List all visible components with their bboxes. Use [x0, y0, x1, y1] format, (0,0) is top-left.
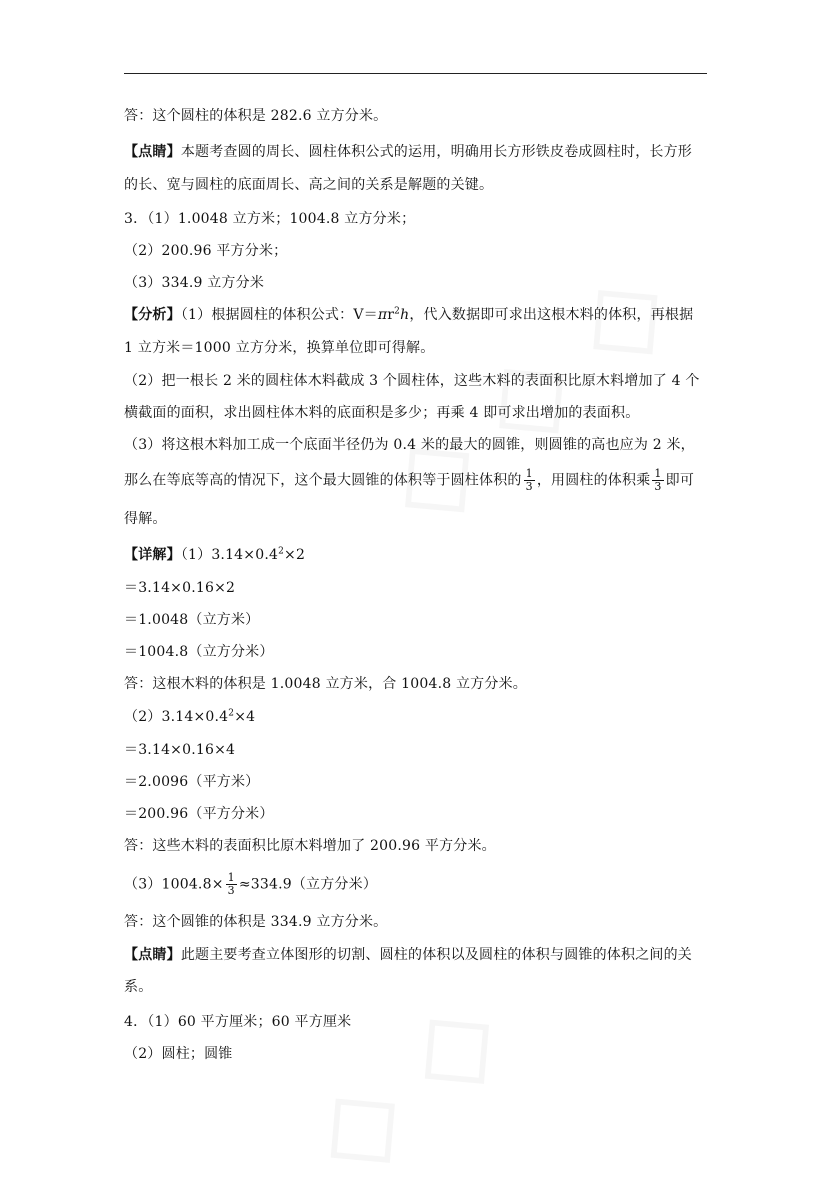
fraction-one-third: $\frac{1}{3}$ — [525, 467, 533, 493]
answer-3-part1: 3．（1）1.0048 立方米；1004.8 立方分米； — [124, 211, 416, 227]
calc-text-8a: （3）1004.8× — [124, 876, 224, 893]
pi-symbol: π — [377, 307, 388, 323]
analysis-line-3: （2）把一根长 2 米的圆柱体木料截成 3 个圆柱体，这些木料的表面积比原木料增加了 4 个 — [124, 373, 700, 389]
answer-line-3: 答：这些木料的表面积比原木料增加了 200.96 平方分米。 — [124, 838, 496, 854]
analysis-line-6 — [124, 468, 694, 493]
calc-line-2: ＝1.0048（立方米） — [124, 612, 260, 628]
detail-text-b: ×2 — [284, 547, 306, 563]
answer-line-4: 答：这个圆锥的体积是 334.9 立方分米。 — [124, 914, 388, 930]
detail-exponent: 2 — [278, 546, 285, 557]
calc-exponent: 2 — [228, 708, 235, 719]
analysis-text-6a: 那么在等底等高的情况下，这个最大圆锥的体积等于圆柱体积的 — [124, 472, 522, 489]
comment-line — [124, 142, 692, 162]
fraction-one-third-2: $\frac{1}{3}$ — [654, 467, 662, 493]
analysis-tag: 【分析】 — [124, 307, 181, 323]
answer-line: 答：这个圆柱的体积是 282.6 立方分米。 — [124, 108, 388, 124]
answer-4-part1: 4．（1）60 平方厘米；60 平方厘米 — [124, 1014, 352, 1030]
calc-line-3: ＝1004.8（立方分米） — [124, 644, 274, 660]
header-rule — [124, 73, 707, 74]
calc-line-7: ＝200.96（平方分米） — [124, 806, 274, 822]
answer-4-part2: （2）圆柱；圆锥 — [124, 1046, 233, 1062]
comment-tag-2: 【点睛】 — [124, 947, 181, 963]
calc-text-4a: （2）3.14×0.4 — [124, 709, 229, 725]
analysis-line — [124, 305, 693, 325]
comment-text-2: 此题主要考查立体图形的切割、圆柱的体积以及圆柱的体积与圆锥的体积之间的关 — [180, 947, 693, 963]
comment-text: 本题考查圆的周长、圆柱体积公式的运用，明确用长方形铁皮卷成圆柱时，长方形 — [180, 144, 693, 160]
calc-line-4 — [124, 707, 255, 727]
analysis-line-7: 得解。 — [124, 511, 167, 527]
calc-line-1: ＝3.14×0.16×2 — [124, 580, 236, 596]
analysis-text-b: ，代入数据即可求出这根木料的体积，再根据 — [409, 307, 694, 323]
detail-tag: 【详解】 — [124, 547, 181, 563]
detail-text-a: （1）3.14×0.4 — [180, 547, 279, 563]
answer-3-part2: （2）200.96 平方分米； — [124, 243, 288, 259]
calc-line-6: ＝2.0096（平方米） — [124, 774, 260, 790]
analysis-line-2: 1 立方米＝1000 立方分米，换算单位即可得解。 — [124, 340, 435, 356]
h-symbol: h — [400, 307, 410, 323]
detail-line — [124, 545, 305, 565]
analysis-text-a: （1）根据圆柱的体积公式：V＝ — [180, 307, 378, 323]
exponent: 2 — [394, 306, 401, 317]
analysis-line-5: （3）将这根木料加工成一个底面半径仍为 0.4 米的最大的圆锥，则圆锥的高也应为 2 米， — [124, 437, 695, 453]
analysis-text-6b: ，用圆柱的体积乘 — [536, 472, 651, 489]
analysis-line-4: 横截面的面积，求出圆柱体木料的底面积是多少；再乘 4 即可求出增加的表面积。 — [124, 405, 640, 421]
calc-text-8b: ≈334.9（立方分米） — [238, 876, 378, 893]
r-symbol: r — [387, 307, 395, 323]
calc-line-5: ＝3.14×0.16×4 — [124, 742, 236, 758]
calc-text-4b: ×4 — [234, 709, 256, 725]
comment-line-2-cont: 系。 — [124, 979, 153, 995]
answer-line-2: 答：这根木料的体积是 1.0048 立方米，合 1004.8 立方分米。 — [124, 676, 527, 692]
calc-line-8 — [124, 872, 377, 897]
answer-3-part3: （3）334.9 立方分米 — [124, 275, 265, 291]
watermark-1 — [358, 239, 693, 549]
comment-line-2 — [124, 945, 692, 965]
comment-tag: 【点睛】 — [124, 144, 181, 160]
fraction-one-third-3: $\frac{1}{3}$ — [227, 871, 235, 897]
analysis-text-6c: 即可 — [665, 472, 695, 489]
watermark-2 — [283, 968, 524, 1199]
comment-line-cont: 的长、宽与圆柱的底面周长、高之间的关系是解题的关键。 — [124, 177, 494, 193]
